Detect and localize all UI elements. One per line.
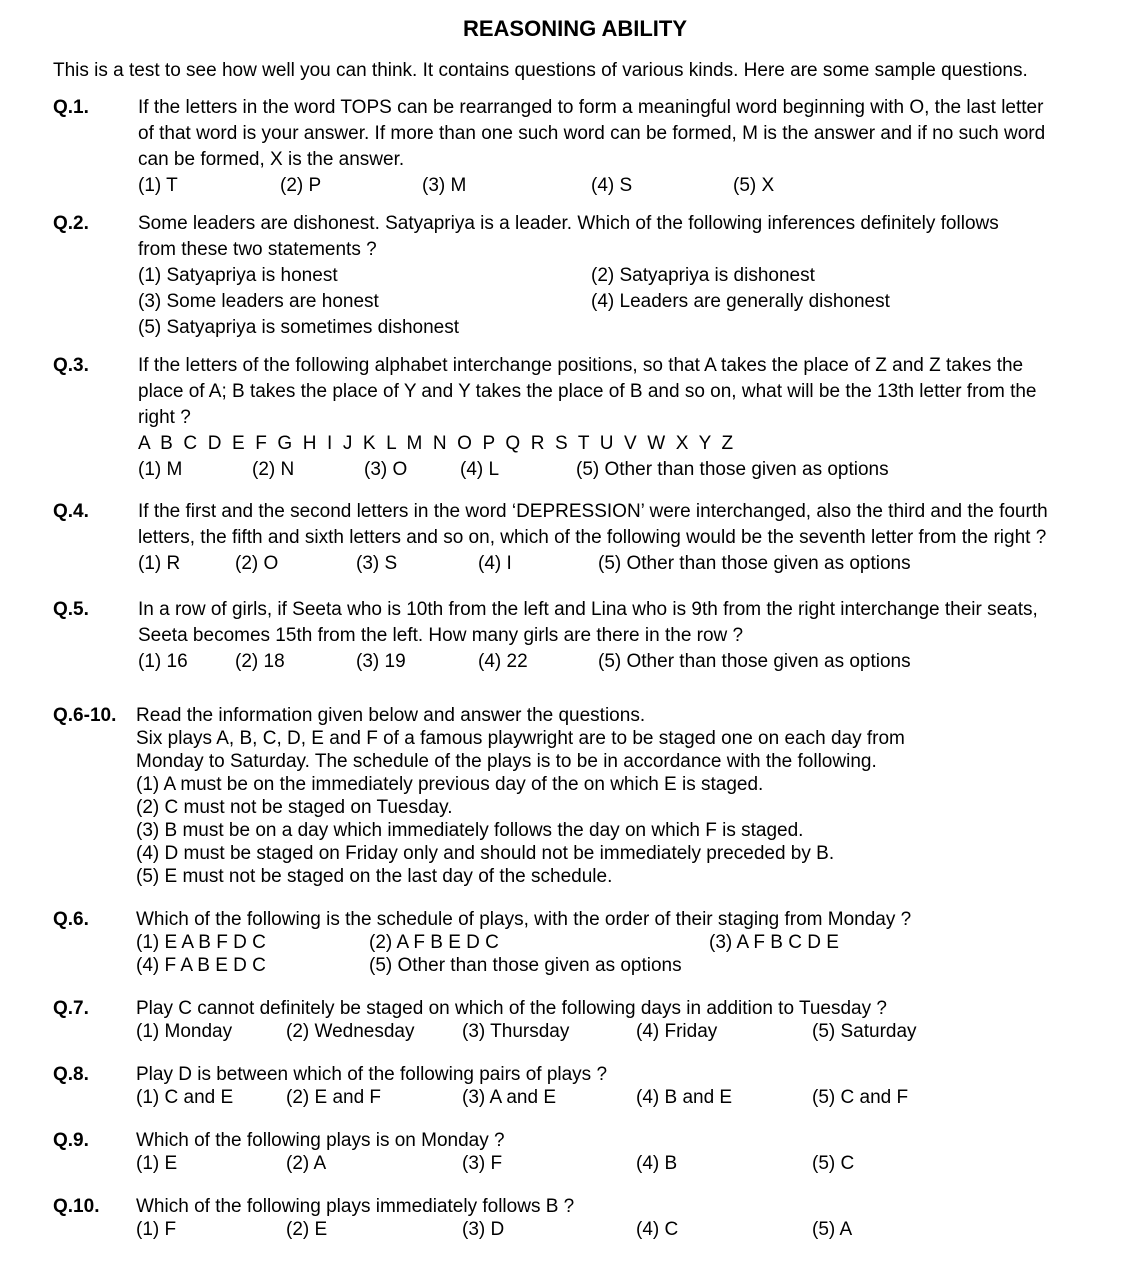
- condition-item: (1) A must be on the immediately previous day of the on which E is staged.: [136, 774, 764, 795]
- question-number: Q.1.: [53, 97, 89, 118]
- option: (1) E A B F D C: [136, 932, 266, 953]
- question-number: Q.4.: [53, 501, 89, 522]
- option: (3) D: [462, 1219, 505, 1240]
- option: (1) Monday: [136, 1021, 233, 1042]
- question-text-line: of that word is your answer. If more than one such word can be formed, M is the answer and if no such word: [138, 123, 1046, 144]
- option: (2) Satyapriya is dishonest: [591, 265, 815, 286]
- option: (3) S: [356, 553, 398, 574]
- question-text-line: In a row of girls, if Seeta who is 10th from the left and Lina who is 9th from the right interchange their seats,: [138, 599, 1038, 620]
- option: (4) F A B E D C: [136, 955, 266, 976]
- option: (5) Other than those given as options: [598, 553, 911, 574]
- question-number: Q.7.: [53, 998, 89, 1019]
- option: (4) I: [478, 553, 512, 574]
- option: (3) A and E: [462, 1087, 557, 1108]
- option: (4) C: [636, 1219, 679, 1240]
- option: (5) X: [733, 175, 775, 196]
- question-text-line: If the first and the second letters in the word ‘DEPRESSION’ were interchanged, also the third and the fourth: [138, 501, 1048, 522]
- question-text: Play C cannot definitely be staged on which of the following days in addition to Tuesday ?: [136, 998, 887, 1019]
- question-number: Q.3.: [53, 355, 89, 376]
- option: (2) N: [252, 459, 295, 480]
- option: (5) Other than those given as options: [576, 459, 889, 480]
- option: (2) Wednesday: [286, 1021, 415, 1042]
- option: (4) Friday: [636, 1021, 718, 1042]
- condition-item: (2) C must not be staged on Tuesday.: [136, 797, 453, 818]
- question-number: Q.6.: [53, 909, 89, 930]
- option: (3) 19: [356, 651, 406, 672]
- option: (4) S: [591, 175, 633, 196]
- option: (1) Satyapriya is honest: [138, 265, 338, 286]
- option: (4) 22: [478, 651, 528, 672]
- question-text: Which of the following plays is on Monday ?: [136, 1130, 505, 1151]
- question-text: Which of the following is the schedule of plays, with the order of their staging from Monday ?: [136, 909, 912, 930]
- intro-text: This is a test to see how well you can think. It contains questions of various kinds. Here are some sample questions.: [53, 60, 1028, 81]
- option: (5) C and F: [812, 1087, 909, 1108]
- option: (4) B: [636, 1153, 678, 1174]
- question-text-line: letters, the fifth and sixth letters and so on, which of the following would be the seventh letter from the right ?: [138, 527, 1047, 548]
- question-text-line: Some leaders are dishonest. Satyapriya is a leader. Which of the following inferences definitely follows: [138, 213, 999, 234]
- option: (1) T: [138, 175, 178, 196]
- alphabet-row: A B C D E F G H I J K L M N O P Q R S T U V W X Y Z: [138, 433, 734, 454]
- question-number: Q.10.: [53, 1196, 100, 1217]
- question-text-line: can be formed, X is the answer.: [138, 149, 405, 170]
- option: (5) Other than those given as options: [598, 651, 911, 672]
- option: (2) A: [286, 1153, 327, 1174]
- option: (4) L: [460, 459, 500, 480]
- option: (2) O: [235, 553, 279, 574]
- question-number: Q.5.: [53, 599, 89, 620]
- condition-item: (5) E must not be staged on the last day of the schedule.: [136, 866, 613, 887]
- question-text-line: right ?: [138, 407, 191, 428]
- condition-item: (3) B must be on a day which immediately follows the day on which F is staged.: [136, 820, 804, 841]
- option: (1) R: [138, 553, 181, 574]
- question-number: Q.9.: [53, 1130, 89, 1151]
- passage-line: Read the information given below and answer the questions.: [136, 705, 646, 726]
- passage-line: Six plays A, B, C, D, E and F of a famous playwright are to be staged one on each day from: [136, 728, 905, 749]
- question-text: Play D is between which of the following pairs of plays ?: [136, 1064, 608, 1085]
- question-text-line: from these two statements ?: [138, 239, 377, 260]
- option: (1) E: [136, 1153, 178, 1174]
- option: (3) F: [462, 1153, 503, 1174]
- question-text-line: place of A; B takes the place of Y and Y takes the place of B and so on, what will be the 13th letter from the: [138, 381, 1037, 402]
- option: (5) Other than those given as options: [369, 955, 682, 976]
- question-number: Q.6-10.: [53, 705, 117, 726]
- option: (2) E: [286, 1219, 328, 1240]
- option: (1) M: [138, 459, 183, 480]
- option: (2) 18: [235, 651, 285, 672]
- option: (1) 16: [138, 651, 188, 672]
- option: (3) M: [422, 175, 467, 196]
- option: (3) Thursday: [462, 1021, 570, 1042]
- option: (2) P: [280, 175, 322, 196]
- question-text-line: Seeta becomes 15th from the left. How many girls are there in the row ?: [138, 625, 744, 646]
- question-text-line: If the letters of the following alphabet interchange positions, so that A takes the place of Z and Z takes the: [138, 355, 1024, 376]
- option: (1) C and E: [136, 1087, 234, 1108]
- question-number: Q.2.: [53, 213, 89, 234]
- option: (5) Saturday: [812, 1021, 917, 1042]
- question-text-line: If the letters in the word TOPS can be rearranged to form a meaningful word beginning with O, the last letter: [138, 97, 1044, 118]
- page-title: REASONING ABILITY: [462, 16, 688, 41]
- option: (5) C: [812, 1153, 855, 1174]
- option: (2) E and F: [286, 1087, 382, 1108]
- option: (3) O: [364, 459, 408, 480]
- option: (5) Satyapriya is sometimes dishonest: [138, 317, 460, 338]
- option: (3) Some leaders are honest: [138, 291, 379, 312]
- passage-line: Monday to Saturday. The schedule of the plays is to be in accordance with the following.: [136, 751, 877, 772]
- question-number: Q.8.: [53, 1064, 89, 1085]
- condition-item: (4) D must be staged on Friday only and should not be immediately preceded by B.: [136, 843, 835, 864]
- option: (2) A F B E D C: [369, 932, 499, 953]
- option: (5) A: [812, 1219, 853, 1240]
- question-text: Which of the following plays immediately follows B ?: [136, 1196, 575, 1217]
- option: (3) A F B C D E: [709, 932, 839, 953]
- option: (4) Leaders are generally dishonest: [591, 291, 890, 312]
- option: (4) B and E: [636, 1087, 733, 1108]
- option: (1) F: [136, 1219, 177, 1240]
